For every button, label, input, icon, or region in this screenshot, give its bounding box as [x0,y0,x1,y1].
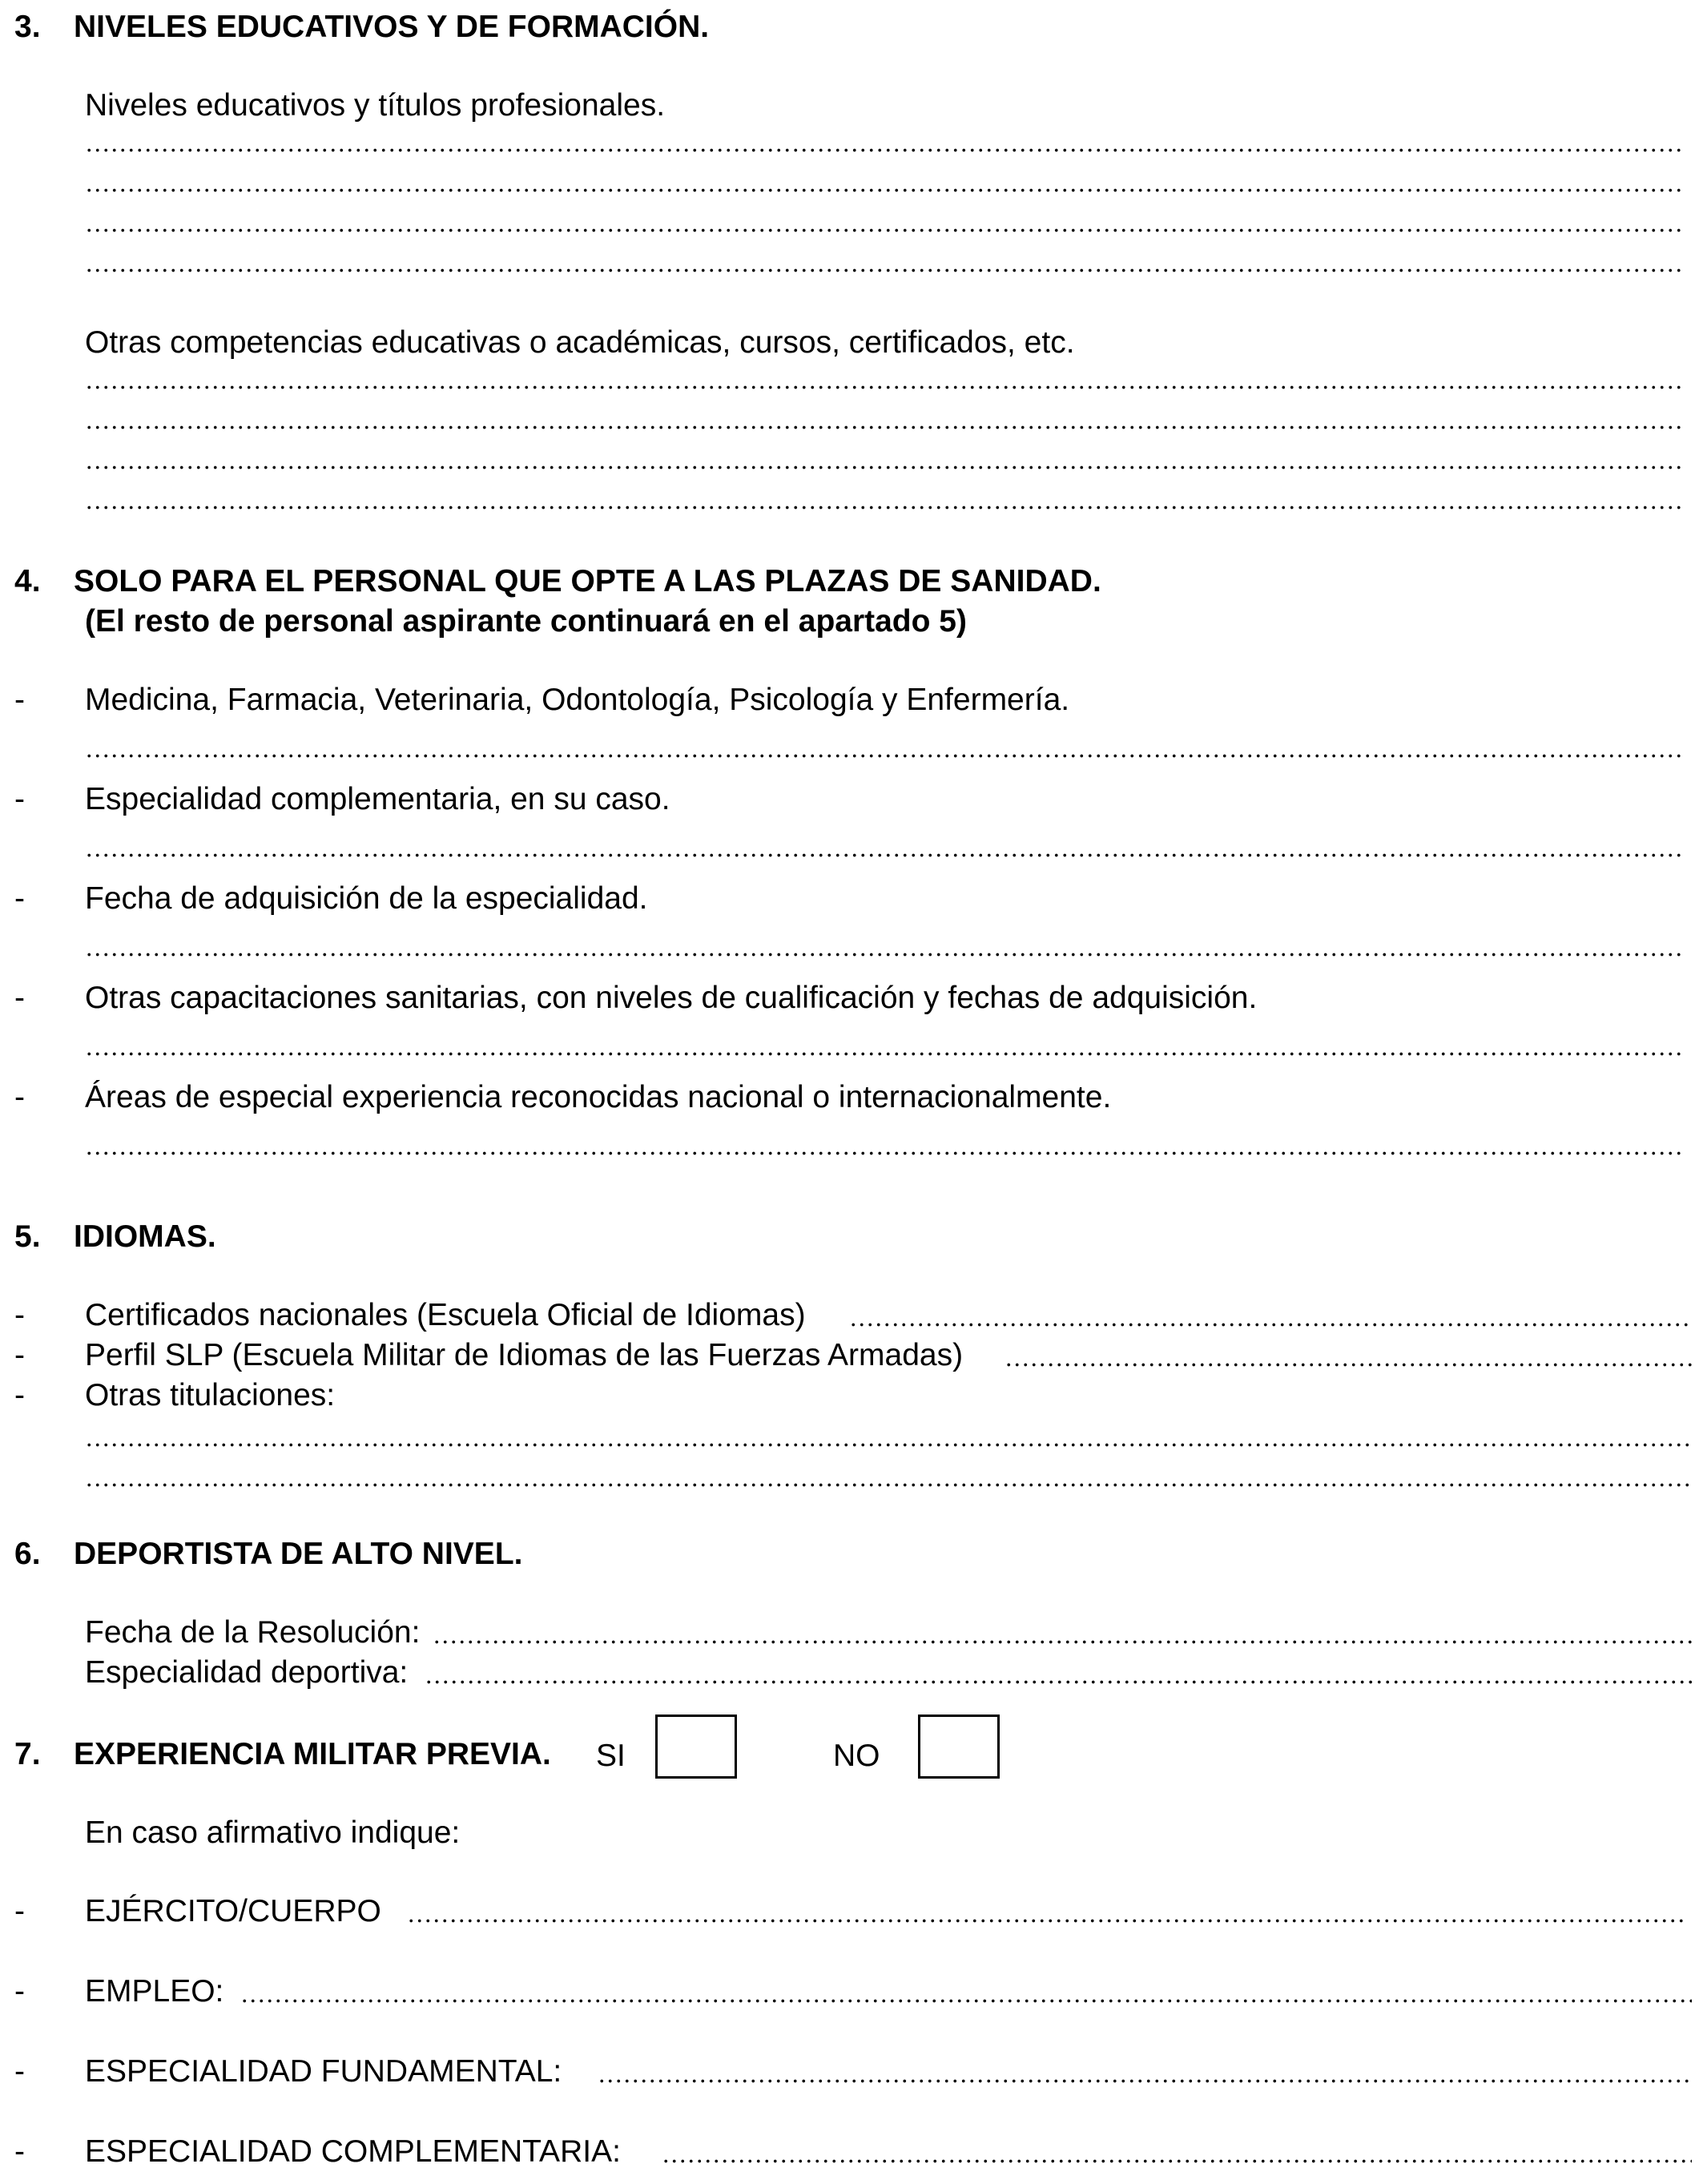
section-6-title: DEPORTISTA DE ALTO NIVEL. [74,1537,523,1571]
section-7-number: 7. [14,1737,41,1771]
resolution-date-line[interactable] [433,1639,1692,1644]
health-degree-label: Medicina, Farmacia, Veterinaria, Odontología, Psicología y Enfermería. [85,683,1070,717]
no-label: NO [833,1739,880,1773]
main-specialty-label: ESPECIALIDAD FUNDAMENTAL: [85,2054,562,2089]
section-4-subtitle: (El resto de personal aspirante continuará en el apartado 5) [85,604,967,639]
section-3-number: 3. [14,10,41,44]
education-levels-line-4[interactable] [85,268,1684,272]
other-competences-line-2[interactable] [85,425,1684,429]
other-competences-label: Otras competencias educativas o académicas, cursos, certificados, etc. [85,325,1075,360]
bullet: - [14,1298,25,1332]
complementary-specialty-line[interactable] [85,852,1684,857]
other-qualifications-label: Otras titulaciones: [85,1378,336,1412]
section-4-number: 4. [14,564,41,598]
main-specialty-line[interactable] [598,2078,1692,2083]
experience-areas-label: Áreas de especial experiencia reconocidas nacional o internacionalmente. [85,1080,1112,1114]
health-degree-line[interactable] [85,753,1684,758]
army-corps-label: EJÉRCITO/CUERPO [85,1894,381,1928]
bullet: - [14,782,25,816]
rank-line[interactable] [240,1998,1692,2003]
other-competences-line-4[interactable] [85,505,1684,510]
complementary-specialty-label: Especialidad complementaria, en su caso. [85,782,670,816]
bullet: - [14,1894,25,1928]
other-competences-line-3[interactable] [85,465,1684,469]
section-7-title: EXPERIENCIA MILITAR PREVIA. [74,1737,551,1771]
other-qualifications-line-1[interactable] [85,1442,1692,1447]
complementary-military-specialty-line[interactable] [662,2158,1692,2163]
complementary-military-specialty-label: ESPECIALIDAD COMPLEMENTARIA: [85,2134,621,2169]
education-levels-label: Niveles educativos y títulos profesionales. [85,88,666,123]
other-qualifications-line-2[interactable] [85,1482,1692,1487]
other-competences-line-1[interactable] [85,385,1684,389]
specialty-date-label: Fecha de adquisición de la especialidad. [85,881,648,916]
slp-profile-label: Perfil SLP (Escuela Militar de Idiomas de las Fuerzas Armadas) [85,1338,964,1372]
bullet: - [14,2134,25,2169]
rank-label: EMPLEO: [85,1974,224,2009]
education-levels-line-2[interactable] [85,187,1684,192]
sport-specialty-line[interactable] [425,1679,1692,1684]
yes-label: SI [596,1739,626,1773]
experience-areas-line[interactable] [85,1150,1684,1155]
specialty-date-line[interactable] [85,952,1684,957]
other-health-training-label: Otras capacitaciones sanitarias, con niveles de cualificación y fechas de adquisición. [85,981,1258,1015]
bullet: - [14,1378,25,1412]
section-6-number: 6. [14,1537,41,1571]
education-levels-line-1[interactable] [85,147,1684,152]
section-5-number: 5. [14,1219,41,1254]
bullet: - [14,981,25,1015]
section-5-title: IDIOMAS. [74,1219,216,1254]
bullet: - [14,881,25,916]
bullet: - [14,1080,25,1114]
education-levels-line-3[interactable] [85,228,1684,232]
section-4-title: SOLO PARA EL PERSONAL QUE OPTE A LAS PLAZAS DE SANIDAD. [74,564,1101,598]
bullet: - [14,2054,25,2089]
affirmative-intro: En caso afirmativo indique: [85,1815,461,1850]
no-checkbox[interactable] [918,1715,1000,1779]
slp-profile-line[interactable] [1004,1362,1692,1367]
army-corps-line[interactable] [407,1918,1684,1923]
other-health-training-line[interactable] [85,1051,1684,1056]
section-3-title: NIVELES EDUCATIVOS Y DE FORMACIÓN. [74,10,710,44]
bullet: - [14,1974,25,2009]
bullet: - [14,1338,25,1372]
bullet: - [14,683,25,717]
yes-checkbox[interactable] [655,1715,737,1779]
resolution-date-label: Fecha de la Resolución: [85,1615,421,1650]
sport-specialty-label: Especialidad deportiva: [85,1655,409,1690]
national-certificates-line[interactable] [849,1322,1692,1327]
national-certificates-label: Certificados nacionales (Escuela Oficial de Idiomas) [85,1298,806,1332]
